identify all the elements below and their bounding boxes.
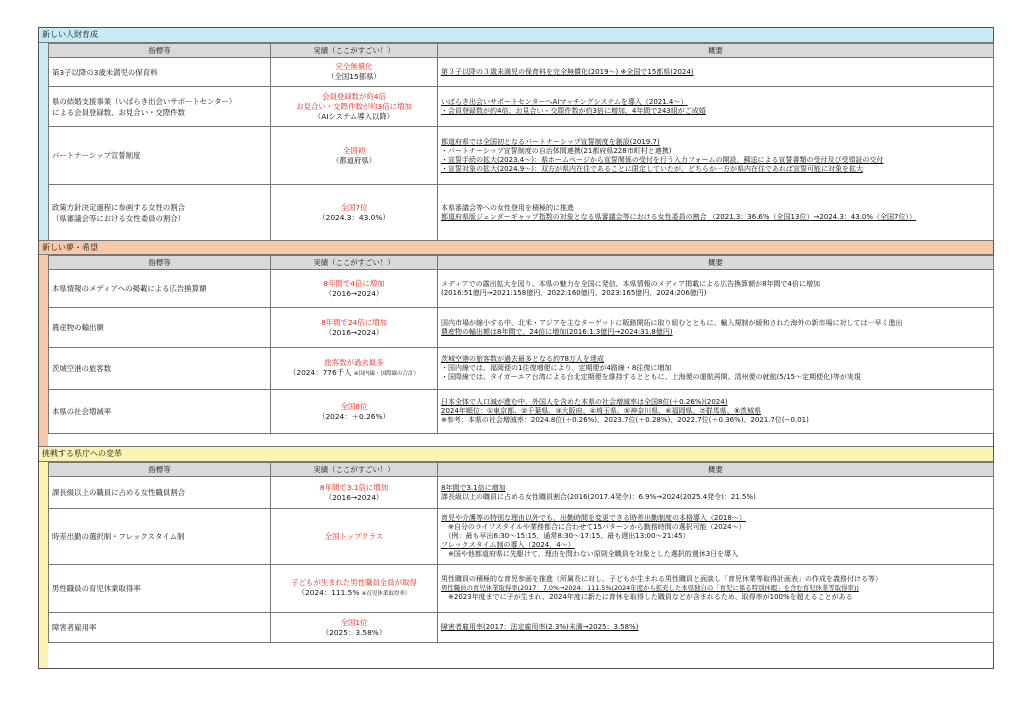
result-cell: 全国トップクラス (271, 509, 438, 565)
table-header-row (49, 463, 994, 477)
result-cell: 会員登録数が約4倍 お見合い・交際件数が約3倍に増加 （AIシステム導入以降） (271, 87, 438, 127)
summary-cell: 国内市場が縮小する中、北米・アジアを主なターゲットに販路開拓に取り組むとともに、輸入規制が緩和された海外の新市場に対しては一早く進出 農産物の輸出額は8年間で、24倍に増加(2016:1.3億円→2024:31.8億円) (438, 308, 994, 348)
table-row (49, 477, 994, 509)
section-margin (39, 43, 48, 240)
section-table (48, 462, 994, 643)
indicator-cell: 男性職員の育児休業取得率 (49, 565, 271, 613)
section-new-dreams-hope (39, 240, 993, 446)
indicator-cell: 第3子以降の3歳未満児の保育料 (49, 58, 271, 87)
table-row (49, 390, 994, 434)
table-row (49, 613, 994, 643)
section-prefectural-reform (39, 446, 993, 668)
section-table (48, 43, 994, 241)
section-margin (39, 255, 48, 446)
header-indicator: 指標等 (49, 44, 271, 58)
section-margin (39, 462, 48, 668)
result-cell: 完全無償化 （全国15都県） (271, 58, 438, 87)
table-header-row (49, 256, 994, 270)
header-result: 実績（ここがすごい！） (271, 463, 438, 477)
table-row (49, 509, 994, 565)
table-header-row (49, 44, 994, 58)
summary-cell: 第３子以降の３歳未満児の保育料を完全無償化(2019～) ※全国で15都県(2024) (438, 58, 994, 87)
header-summary: 概要 (438, 256, 994, 270)
section-table (48, 255, 994, 434)
table-row (49, 58, 994, 87)
indicator-cell: 政策方針決定過程に参画する女性の割合 （県審議会等における女性委員の割合） (49, 185, 271, 241)
indicator-cell: 県の結婚支援事業（いばらき出会いサポートセンター） による会員登録数、お見合い・交際件数 (49, 87, 271, 127)
header-indicator: 指標等 (49, 463, 271, 477)
indicator-cell: パートナーシップ宣誓制度 (49, 127, 271, 185)
summary-cell: 茨城空港の旅客数が過去最多となる約78万人を達成 ・国内線では、福岡便の1往復増便により、定期便が4路線・8往復に増加 ・国際線では、タイガーエア台湾による台北定期便を維持するとともに、上海便の運航再開、清州便の就航(5/15～定期便化)等が実現 (438, 348, 994, 390)
document-sheet (38, 27, 994, 669)
result-cell: 全国1位 （2025：3.58%） (271, 613, 438, 643)
header-indicator: 指標等 (49, 256, 271, 270)
section-title: 挑戦する県庁への変革 (39, 446, 993, 462)
indicator-cell: 本県の社会増減率 (49, 390, 271, 434)
result-cell: 子どもが生まれた男性職員全員が取得 （2024：111.5% ※育児休業取得率） (271, 565, 438, 613)
summary-cell: 都道府県では全国初となるパートナーシップ宣誓制度を創設(2019.7) ・パートナーシップ宣誓制度の自治体間連携(21都府県228市町村と連携) ・宣誓手続の拡大(2023.4～)：県ホームページから宣誓関係の受付を行う入力フォームの開設、郵送による宣誓書類の受付及び受領証の交付 ・宣誓対象の拡大(2024.9～)：双方が県内在住であることに限定していたが、どちらか一方が県内在住であれば宣誓可能に対象を拡大 (438, 127, 994, 185)
indicator-cell: 課長級以上の職員に占める女性職員割合 (49, 477, 271, 509)
section-title: 新しい夢・希望 (39, 240, 993, 255)
summary-cell: いばらき出会いサポートセンターへAIマッチングシステムを導入（2021.4～） ・会員登録数が約4倍、お見合い・交際件数が約3倍に増加、4年間で243組がご成婚 (438, 87, 994, 127)
table-row (49, 185, 994, 241)
section-new-human-resources (39, 28, 993, 240)
summary-cell: 障害者雇用率(2017：法定雇用率(2.3%)未満→2025：3.58%) (438, 613, 994, 643)
indicator-cell: 障害者雇用率 (49, 613, 271, 643)
result-cell: 8年間で3.1倍に増加 （2016→2024） (271, 477, 438, 509)
summary-cell: 8年間で3.1倍に増加 課長級以上の職員に占める女性職員割合(2016(2017.4発令)：6.9%→2024(2025.4発令)：21.5%) (438, 477, 994, 509)
summary-cell: 男性職員の積極的な育児参画を推進（所属長に対し、子どもが生まれる男性職員と面談し「育児休業等取得計画表」の作成を義務付ける等） 男性職員の育児休業取得率(2017：7.0%→2024：111.5%(2024年度から拡充した本県独自の「育児に係る特別休暇」を含む育児休業等取得率)) ※2023年度までに子が生まれ、2024年度に新たに育休を取得した職員などが含まれるため、取得率が100%を超えることがある (438, 565, 994, 613)
summary-cell: 本県審議会等への女性登用を積極的に推進 都道府県版ジェンダーギャップ指数の対象となる県審議会等における女性委員の割合 （2021.3：36.6%（全国13位）→2024.3：43.0%（全国7位）） (438, 185, 994, 241)
summary-cell: 日本全体で人口減が進む中、外国人を含めた本県の社会増減率は全国8位(＋0.26%)(2024) 2024年順位：①東京都、②千葉県、③大阪府、④埼玉県、⑤神奈川県、⑥福岡県、⑦群馬県、⑧茨城県 ※参考：本県の社会増減率：2024.8位(＋0.26%)、2023.7位(＋0.28%)、2022.7位(＋0.36%)、2021.7位(−0.01) (438, 390, 994, 434)
result-cell: 全国7位 （2024.3：43.0%） (271, 185, 438, 241)
summary-cell: メディアでの露出拡大を図り、本県の魅力を全国に発信。本県情報のメディア掲載による広告換算額が8年間で4倍に増加 (2016:51億円→2021:158億円、2022:160億円、2023:165億円、2024:206億円) (438, 270, 994, 308)
result-cell: 旅客数が過去最多 （2024：776千人 ※国内線・国際線の合計） (271, 348, 438, 390)
table-row (49, 87, 994, 127)
table-row (49, 127, 994, 185)
header-summary: 概要 (438, 463, 994, 477)
result-cell: 全国8位 （2024：＋0.26%） (271, 390, 438, 434)
indicator-cell: 農産物の輸出額 (49, 308, 271, 348)
header-result: 実績（ここがすごい！） (271, 256, 438, 270)
result-cell: 8年間で4倍に増加 （2016→2024） (271, 270, 438, 308)
result-cell: 8年間で24倍に増加 （2016→2024） (271, 308, 438, 348)
result-cell: 全国初 （都道府県） (271, 127, 438, 185)
summary-cell: 育児や介護等の特別な理由以外でも、出勤時間を変更できる時差出勤制度の本格導入（2018～） ※自分のライフスタイルや業務都合に合わせて15パターンから勤務時間の選択可能（2024～） （例：最も早出6:30～15:15、通常8:30～17:15、最も遅出13:00～21:45） フレックスタイム制の導入（2024．4～） ※国や他都道府県に先駆けて、理由を問わない原則全職員を対象とした選択的週休3日を導入 (438, 509, 994, 565)
indicator-cell: 時差出勤の選択制・フレックスタイム制 (49, 509, 271, 565)
table-row (49, 270, 994, 308)
indicator-cell: 本県情報のメディアへの掲載による広告換算額 (49, 270, 271, 308)
indicator-cell: 茨城空港の旅客数 (49, 348, 271, 390)
table-row (49, 565, 994, 613)
header-summary: 概要 (438, 44, 994, 58)
header-result: 実績（ここがすごい！） (271, 44, 438, 58)
table-row (49, 348, 994, 390)
table-row (49, 308, 994, 348)
section-title: 新しい人財育成 (39, 28, 993, 43)
